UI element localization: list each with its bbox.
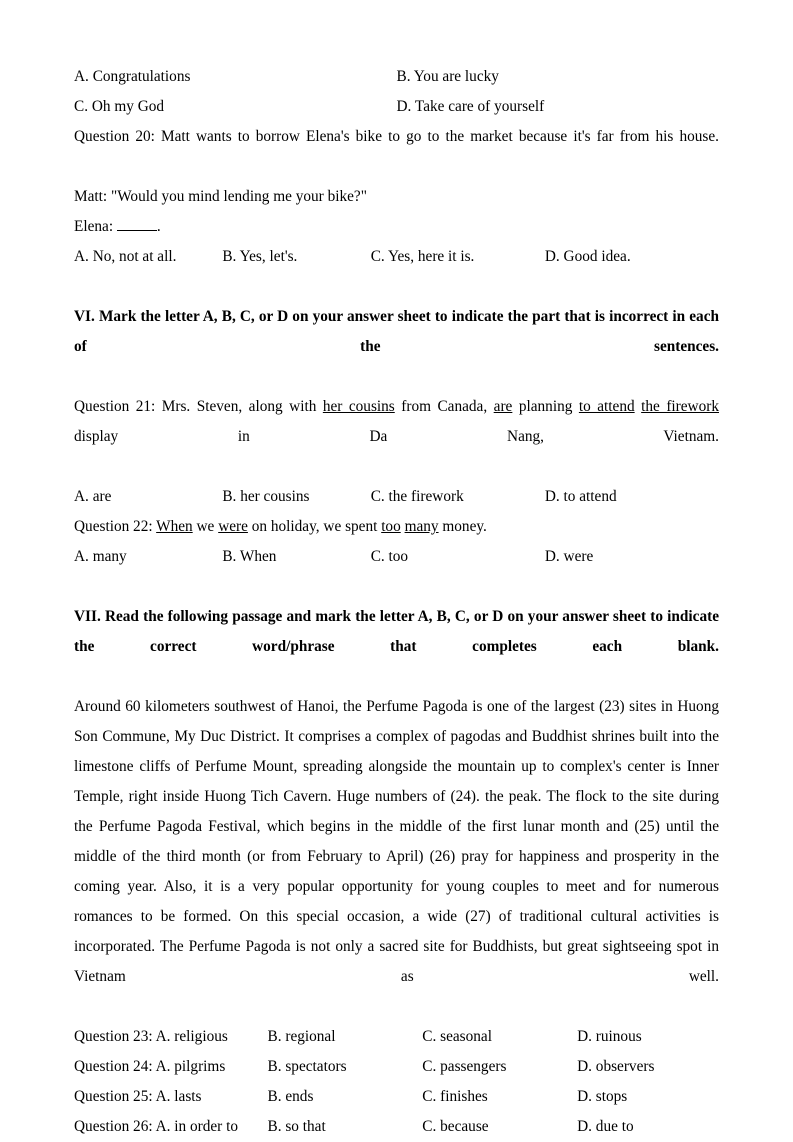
q22-text-5: money.: [438, 518, 487, 535]
question20-line-matt: Matt: "Would you mind lending me your bike?": [74, 188, 367, 205]
option-d: D. were: [544, 548, 594, 565]
option-a: A. are: [74, 488, 112, 505]
q21-underline-3: to attend: [578, 398, 635, 415]
section-spacer: [74, 572, 719, 602]
option-c: C. too: [370, 548, 409, 565]
question-stem: Question 24: A. pilgrims: [74, 1058, 226, 1075]
question21-options-row: [74, 482, 719, 512]
question-stem: Question 26: A. in order to: [74, 1118, 239, 1135]
option-a: A. No, not at all.: [74, 248, 177, 265]
option-d: D. stops: [577, 1088, 628, 1105]
question20-line-elena: [74, 212, 719, 242]
q21-text-3: planning: [512, 398, 579, 415]
q22-underline-1: When: [156, 518, 193, 535]
option-b: B. her cousins: [222, 488, 310, 505]
option-c: C. Oh my God: [74, 98, 165, 115]
section7-heading: VII. Read the following passage and mark the letter A, B, C, or D on your answer sheet to indicate the correct word/phrase that completes each blank.: [74, 608, 719, 655]
option-a: A. many: [74, 548, 127, 565]
option-b: B. Yes, let's.: [222, 248, 298, 265]
option-c: C. because: [422, 1118, 489, 1135]
question25-options-row: [74, 1082, 719, 1112]
q22-underline-3: too: [381, 518, 401, 535]
q21-underline-1: her cousins: [322, 398, 395, 415]
option-b: B. regional: [267, 1028, 336, 1045]
option-b: B. so that: [267, 1118, 326, 1135]
q21-text-5: display in Da Nang, Vietnam.: [74, 428, 719, 445]
q22-text-3: on holiday, we spent: [247, 518, 382, 535]
document-body: [74, 62, 719, 1142]
option-c: C. seasonal: [422, 1028, 492, 1045]
section6-heading: VI. Mark the letter A, B, C, or D on your answer sheet to indicate the part that is incorrect in each of the sentences.: [74, 308, 719, 355]
q22-underline-2: were: [218, 518, 248, 535]
option-d: D. to attend: [544, 488, 617, 505]
q21-underline-4: the firework: [641, 398, 719, 415]
section7-passage: Around 60 kilometers southwest of Hanoi, the Perfume Pagoda is one of the largest (23) sites in Huong Son Commune, My Duc District. It comprises a complex of pagodas and Buddhist shrines built into the limestone cliffs of Perfume Mount, spreading alongside the mountain up to complex's center is Inner Temple, right inside Huong Tich Cavern. Huge numbers of (24). the peak. The flock to the site during the Perfume Pagoda Festival, which begins in the middle of the first lunar month and (25) until the middle of the third month (or from February to April) (26) pray for happiness and prosperity in the coming year. Also, it is a very popular opportunity for young couples to meet and for numerous romances to be formed. On this special occasion, a wide (27) of traditional cultural activities is incorporated. The Perfume Pagoda is not only a sacred site for Buddhists, but great sightseeing spot in Vietnam as well.: [74, 698, 719, 985]
question24-options-row: [74, 1052, 719, 1082]
answer-blank: [117, 217, 157, 231]
option-d: D. ruinous: [577, 1028, 642, 1045]
question19-options-row-2: [74, 92, 719, 122]
option-b: B. When: [222, 548, 277, 565]
question20-stem: Question 20: Matt wants to borrow Elena's bike to go to the market because it's far from his house.: [74, 128, 719, 145]
q22-text-2: we: [192, 518, 219, 535]
option-d: D. due to: [577, 1118, 634, 1135]
option-c: C. the firework: [370, 488, 464, 505]
question22-options-row: [74, 542, 719, 572]
question21-stem: [74, 392, 719, 482]
option-b: B. You are lucky: [396, 68, 499, 85]
option-a: A. Congratulations: [74, 68, 191, 85]
option-d: D. observers: [577, 1058, 655, 1075]
q21-text-2: from Canada,: [394, 398, 494, 415]
option-c: C. Yes, here it is.: [370, 248, 475, 265]
question20-elena-suffix: .: [156, 218, 161, 235]
question20-elena-prefix: Elena:: [74, 218, 117, 235]
option-b: B. spectators: [267, 1058, 347, 1075]
q22-text-1: Question 22:: [74, 518, 157, 535]
option-d: D. Good idea.: [544, 248, 631, 265]
question-stem: Question 23: A. religious: [74, 1028, 228, 1045]
question26-options-row: [74, 1112, 719, 1142]
question19-options-row-1: [74, 62, 719, 92]
q21-text-1: Question 21: Mrs. Steven, along with: [74, 398, 323, 415]
option-d: D. Take care of yourself: [396, 98, 545, 115]
q22-underline-4: many: [404, 518, 439, 535]
option-c: C. passengers: [422, 1058, 507, 1075]
question22-stem: [74, 512, 719, 542]
q21-underline-2: are: [493, 398, 513, 415]
question23-options-row: [74, 1022, 719, 1052]
option-c: C. finishes: [422, 1088, 488, 1105]
question20-options-row: [74, 242, 719, 272]
question-stem: Question 25: A. lasts: [74, 1088, 202, 1105]
option-b: B. ends: [267, 1088, 314, 1105]
section-spacer: [74, 272, 719, 302]
